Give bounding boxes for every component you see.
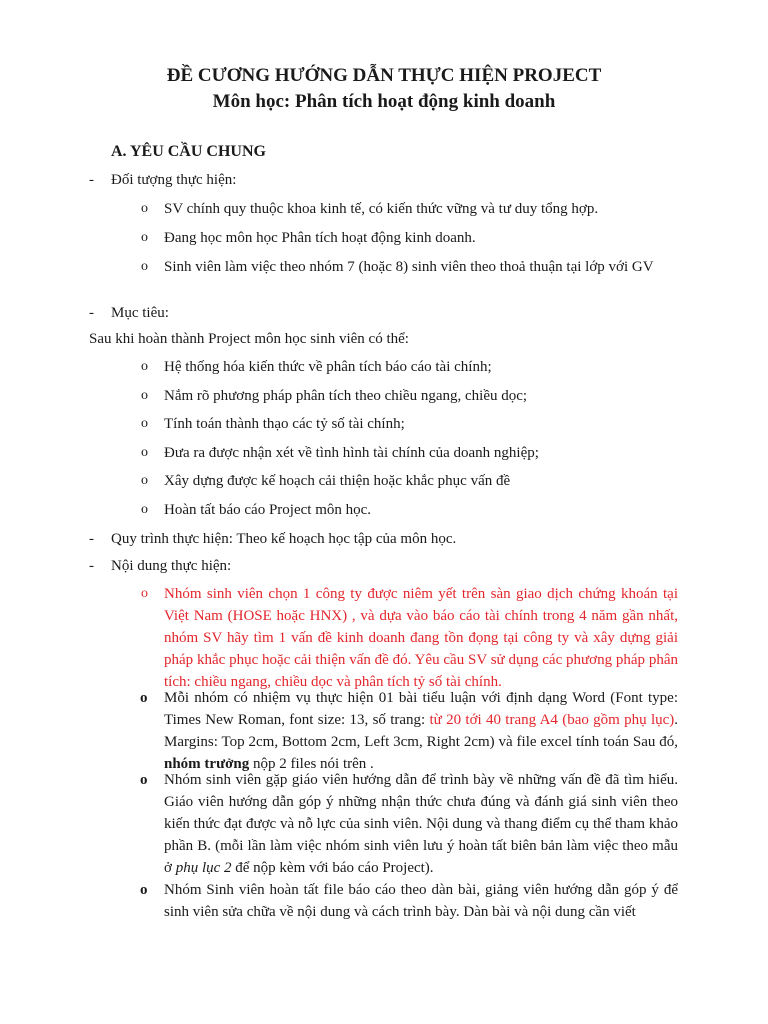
noi-dung-item-2 — [164, 687, 678, 775]
circle-bullet: o — [141, 201, 148, 216]
circle-bullet: o — [141, 586, 148, 601]
doi-tuong-item-2: Đang học môn học Phân tích hoạt động kinh doanh. — [164, 230, 476, 246]
circle-bullet: o — [140, 690, 148, 706]
circle-bullet: o — [141, 473, 148, 488]
section-a-heading: A. YÊU CẦU CHUNG — [111, 143, 266, 160]
circle-bullet: o — [141, 259, 148, 274]
item2-page-range: từ 20 tới 40 trang A4 (bao gồm phụ lục) — [429, 712, 675, 728]
item2-part5: nộp 2 files nói trên . — [249, 756, 374, 772]
circle-bullet: o — [141, 445, 148, 460]
noi-dung-item-1: Nhóm sinh viên chọn 1 công ty được niêm yết trên sàn giao dịch chứng khoán tại Việt Nam (HOSE hoặc HNX) , và dựa vào báo cáo tài chính trong 4 năm gần nhất, nhóm SV hãy tìm 1 vấn đề kinh doanh đang tồn đọng tại công ty và xây dựng giải pháp khắc phục hoặc cải thiện vấn đề đó. Yêu cầu SV sử dụng các phương pháp phân tích: chiều ngang, chiều dọc và phân tích tỷ số tài chính. — [164, 586, 678, 690]
item2-nhom-truong: nhóm trưởng — [164, 756, 250, 772]
muc-tieu-item-6: Hoàn tất báo cáo Project môn học. — [164, 502, 372, 518]
muc-tieu-item-5: Xây dựng được kế hoạch cải thiện hoặc khắc phục vấn đề — [164, 473, 511, 489]
noi-dung-label: Nội dung thực hiện: — [111, 558, 232, 574]
dash-bullet: - — [89, 172, 94, 188]
item3-part1: Nhóm sinh viên gặp giáo viên hướng dẫn để trình bày về những vấn đề đã tìm hiểu. Giáo viên hướng dẫn góp ý những nhận thức chưa đúng và đánh giá sinh viên theo kiến thức đạt được và nỗ lực của sinh viên. Nội dung và thang điểm cụ thể tham khảo phần B. (mỗi lần làm việc nhóm sinh viên lưu ý hoàn tất biên bản làm việc theo mẫu ở — [164, 772, 678, 876]
circle-bullet: o — [141, 388, 148, 403]
dash-bullet: - — [89, 531, 94, 547]
document-subtitle: Môn học: Phân tích hoạt động kinh doanh — [212, 91, 556, 112]
muc-tieu-item-2: Nắm rõ phương pháp phân tích theo chiều ngang, chiều dọc; — [164, 388, 528, 404]
circle-bullet: o — [141, 502, 148, 517]
dash-bullet: - — [89, 558, 94, 574]
quy-trinh-text: Quy trình thực hiện: Theo kế hoạch học tập của môn học. — [111, 531, 457, 547]
item3-part3: để nộp kèm với báo cáo Project). — [231, 860, 434, 876]
muc-tieu-intro: Sau khi hoàn thành Project môn học sinh viên có thể: — [89, 331, 409, 347]
circle-bullet: o — [140, 882, 148, 898]
muc-tieu-label: Mục tiêu: — [111, 305, 169, 321]
dash-bullet: - — [89, 305, 94, 321]
item2-part1: Mỗi nhóm có nhiệm vụ thực hiện 01 bài tiểu luận với định dạng Word (Font type: Times New Roman, font size: 13, số trang: — [164, 690, 678, 728]
item2-part3: . Margins: Top 2cm, Bottom 2cm, Left 3cm, Right 2cm) và file excel tính toán Sau đó, — [164, 712, 679, 750]
circle-bullet: o — [141, 416, 148, 431]
circle-bullet: o — [141, 359, 148, 374]
muc-tieu-item-3: Tính toán thành thạo các tỷ số tài chính; — [164, 416, 405, 432]
circle-bullet: o — [140, 772, 148, 788]
doi-tuong-item-1: SV chính quy thuộc khoa kinh tế, có kiến thức vững và tư duy tổng hợp. — [164, 201, 599, 217]
doi-tuong-item-3: Sinh viên làm việc theo nhóm 7 (hoặc 8) sinh viên theo thoả thuận tại lớp với GV — [164, 259, 654, 275]
muc-tieu-item-1: Hệ thống hóa kiến thức về phân tích báo cáo tài chính; — [164, 359, 492, 375]
doi-tuong-label: Đối tượng thực hiện: — [111, 172, 237, 188]
muc-tieu-item-4: Đưa ra được nhận xét về tình hình tài chính của doanh nghiệp; — [164, 445, 539, 461]
noi-dung-item-4: Nhóm Sinh viên hoàn tất file báo cáo theo dàn bài, giảng viên hướng dẫn góp ý để sinh viên sửa chữa về nội dung và cách trình bày. Dàn bài và nội dung cần viết — [164, 882, 678, 920]
item3-phu-luc-2: phụ lục 2 — [175, 860, 232, 876]
noi-dung-item-3 — [164, 769, 678, 879]
circle-bullet: o — [141, 230, 148, 245]
document-title: ĐỀ CƯƠNG HƯỚNG DẪN THỰC HIỆN PROJECT — [166, 65, 602, 86]
